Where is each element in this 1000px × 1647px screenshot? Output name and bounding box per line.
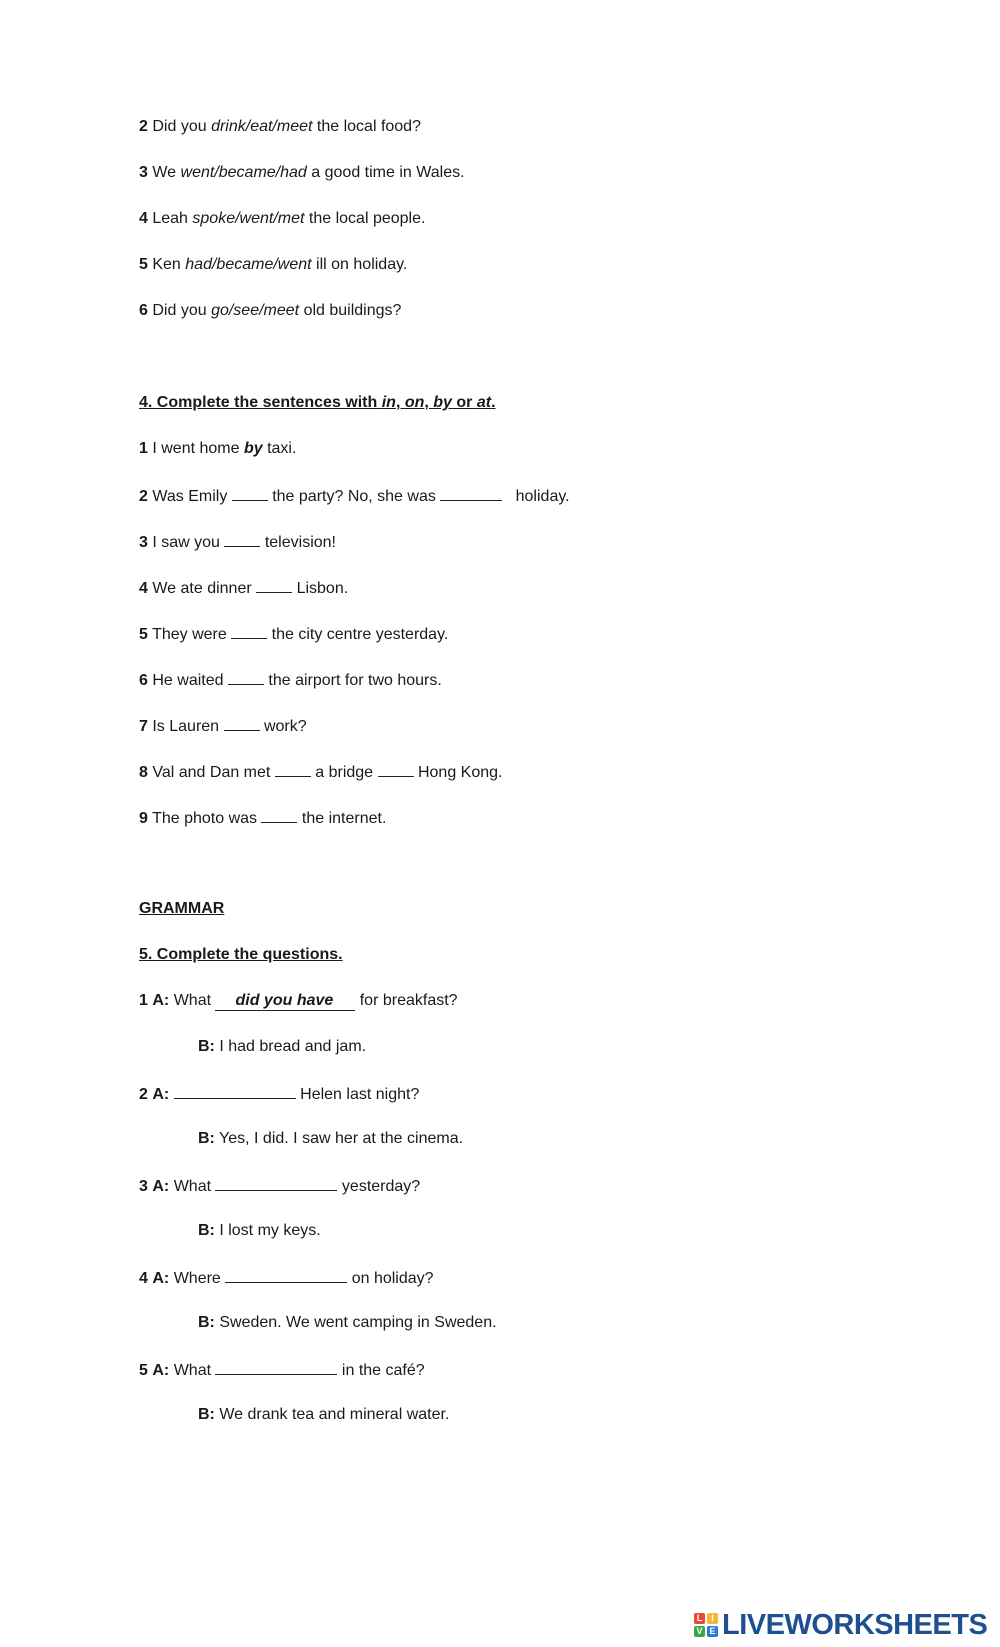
word-options[interactable]: go/see/meet — [211, 302, 300, 319]
ex4-item-7: 7 Is Lauren work? — [139, 715, 307, 737]
ex5-item-1-b: B: I had bread and jam. — [198, 1038, 367, 1055]
ex4-item-8: 8 Val and Dan met a bridge Hong Kong. — [139, 761, 502, 783]
ex4-item-5: 5 They were the city centre yesterday. — [139, 623, 448, 645]
word-options[interactable]: had/became/went — [185, 256, 312, 273]
ex3-item-4: 4 Leah spoke/went/met the local people. — [139, 210, 426, 227]
answer-blank[interactable] — [261, 807, 297, 823]
ex5-item-5-b: B: We drank tea and mineral water. — [198, 1406, 450, 1423]
answer-blank[interactable] — [224, 715, 260, 731]
ex5-item-1-a: 1 A: What did you have for breakfast? — [139, 992, 458, 1009]
ex4-item-2: 2 Was Emily the party? No, she was holiday. — [139, 485, 570, 507]
word-options[interactable]: drink/eat/meet — [211, 118, 313, 135]
ex3-item-6: 6 Did you go/see/meet old buildings? — [139, 302, 402, 319]
example-answer: did you have — [215, 992, 355, 1011]
answer-blank[interactable] — [174, 1083, 296, 1099]
ex4-item-3: 3 I saw you television! — [139, 531, 336, 553]
answer-blank[interactable] — [225, 1267, 347, 1283]
ex5-item-3-b: B: I lost my keys. — [198, 1222, 321, 1239]
answer-blank[interactable] — [215, 1175, 337, 1191]
example-answer: by — [243, 440, 263, 457]
ex3-item-5: 5 Ken had/became/went ill on holiday. — [139, 256, 408, 273]
answer-blank[interactable] — [231, 623, 267, 639]
liveworksheets-logo — [694, 1610, 987, 1640]
logo-mark-tile: I — [707, 1613, 718, 1624]
logo-text: LIVEWORKSHEETS — [722, 1608, 988, 1641]
ex4-item-4: 4 We ate dinner Lisbon. — [139, 577, 348, 599]
ex5-item-5-a: 5 A: What in the café? — [139, 1359, 425, 1381]
ex5-heading: 5. Complete the questions. — [139, 946, 343, 963]
answer-blank[interactable] — [215, 1359, 337, 1375]
answer-blank[interactable] — [256, 577, 292, 593]
answer-blank[interactable] — [275, 761, 311, 777]
ex5-item-4-a: 4 A: Where on holiday? — [139, 1267, 434, 1289]
ex5-item-3-a: 3 A: What yesterday? — [139, 1175, 420, 1197]
answer-blank[interactable] — [378, 761, 414, 777]
grammar-title: GRAMMAR — [139, 900, 225, 917]
ex3-item-2: 2 Did you drink/eat/meet the local food? — [139, 118, 421, 135]
ex4-item-9: 9 The photo was the internet. — [139, 807, 386, 829]
answer-blank[interactable] — [224, 531, 260, 547]
ex5-item-2-a: 2 A: Helen last night? — [139, 1083, 419, 1105]
logo-mark-icon — [694, 1613, 718, 1637]
ex5-item-2-b: B: Yes, I did. I saw her at the cinema. — [198, 1130, 464, 1147]
logo-mark-tile: L — [694, 1613, 705, 1624]
answer-blank[interactable] — [232, 485, 268, 501]
logo-mark-tile: V — [694, 1626, 705, 1637]
answer-blank[interactable] — [228, 669, 264, 685]
ex3-item-3: 3 We went/became/had a good time in Wales. — [139, 164, 465, 181]
logo-mark-tile: E — [707, 1626, 718, 1637]
answer-blank[interactable] — [440, 485, 502, 501]
word-options[interactable]: spoke/went/met — [192, 210, 305, 227]
ex5-item-4-b: B: Sweden. We went camping in Sweden. — [198, 1314, 497, 1331]
ex4-heading: 4. Complete the sentences with in, on, by or at. — [139, 394, 496, 411]
ex4-item-6: 6 He waited the airport for two hours. — [139, 669, 442, 691]
ex4-item-1: 1 I went home by taxi. — [139, 440, 297, 457]
word-options[interactable]: went/became/had — [180, 164, 307, 181]
